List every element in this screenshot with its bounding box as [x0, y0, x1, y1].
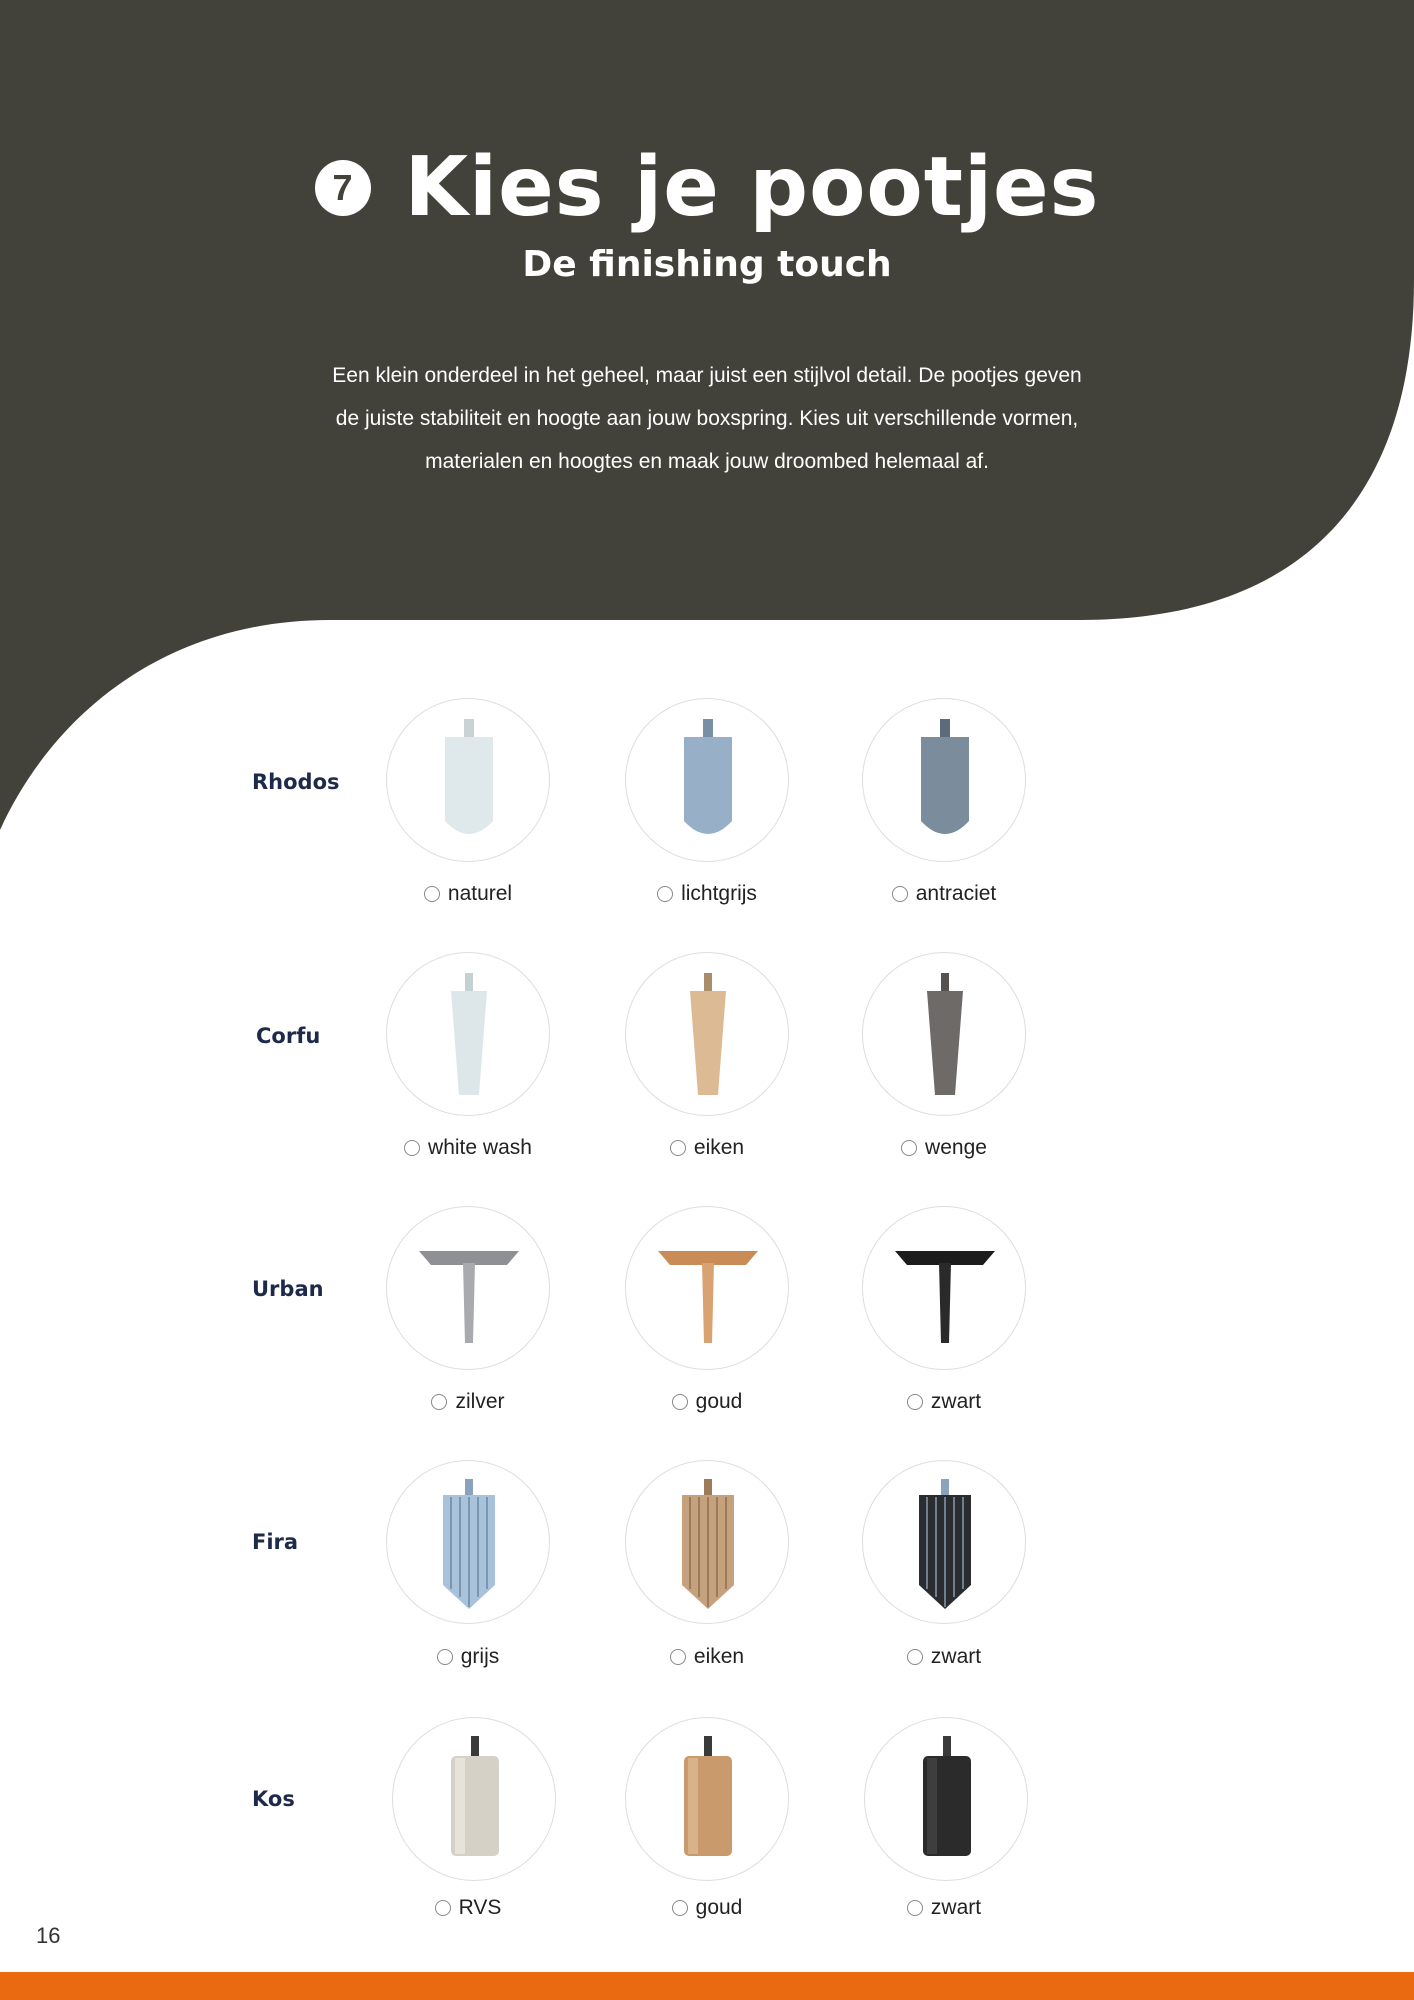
- rhodos-leg-antraciet-icon: [863, 699, 1026, 862]
- corfu-wenge-image[interactable]: [862, 952, 1026, 1116]
- option-label: RVS: [458, 1896, 502, 1919]
- page-title: Kies je pootjes: [404, 140, 1100, 235]
- row-label-corfu: Corfu: [256, 1024, 321, 1048]
- radio-button[interactable]: [431, 1394, 447, 1410]
- option-label: antraciet: [915, 882, 997, 905]
- radio-button[interactable]: [670, 1140, 686, 1156]
- rhodos-lichtgrijs-option[interactable]: [597, 882, 817, 906]
- row-label-kos: Kos: [252, 1787, 295, 1811]
- radio-button[interactable]: [404, 1140, 420, 1156]
- urban-zwart-option[interactable]: [834, 1390, 1054, 1414]
- row-label-fira: Fira: [252, 1530, 299, 1554]
- corfu-white-wash-image[interactable]: [386, 952, 550, 1116]
- rhodos-lichtgrijs-image[interactable]: [625, 698, 789, 862]
- fira-leg-zwart-icon: [863, 1461, 1026, 1624]
- corfu-leg-wenge-icon: [863, 953, 1026, 1116]
- step-number-badge: 7: [315, 160, 371, 216]
- fira-zwart-option[interactable]: [834, 1645, 1054, 1669]
- radio-button[interactable]: [657, 886, 673, 902]
- option-label: grijs: [460, 1645, 500, 1668]
- radio-button[interactable]: [892, 886, 908, 902]
- rhodos-naturel-option[interactable]: [358, 882, 578, 906]
- kos-rvs-option[interactable]: [358, 1896, 578, 1920]
- option-label: wenge: [925, 1136, 987, 1159]
- intro-line: materialen en hoogtes en maak jouw droombed helemaal af.: [425, 450, 989, 473]
- urban-goud-option[interactable]: [597, 1390, 817, 1414]
- urban-zilver-option[interactable]: [358, 1390, 578, 1414]
- radio-button[interactable]: [437, 1649, 453, 1665]
- corfu-eiken-option[interactable]: [597, 1136, 817, 1160]
- kos-goud-image[interactable]: [625, 1717, 789, 1881]
- kos-leg-rvs-icon: [393, 1718, 556, 1881]
- option-label: goud: [695, 1390, 743, 1413]
- kos-rvs-image[interactable]: [392, 1717, 556, 1881]
- corfu-white-wash-option[interactable]: [358, 1136, 578, 1160]
- kos-leg-goud-icon: [626, 1718, 789, 1881]
- urban-goud-image[interactable]: [625, 1206, 789, 1370]
- rhodos-leg-naturel-icon: [387, 699, 550, 862]
- fira-eiken-image[interactable]: [625, 1460, 789, 1624]
- fira-leg-grijs-icon: [387, 1461, 550, 1624]
- radio-button[interactable]: [670, 1649, 686, 1665]
- intro-text: [260, 354, 1154, 483]
- corfu-leg-white-wash-icon: [387, 953, 550, 1116]
- option-label: zilver: [455, 1390, 505, 1413]
- intro-line: Een klein onderdeel in het geheel, maar juist een stijlvol detail. De pootjes geven: [332, 364, 1082, 387]
- urban-zwart-image[interactable]: [862, 1206, 1026, 1370]
- radio-button[interactable]: [672, 1394, 688, 1410]
- fira-leg-eiken-icon: [626, 1461, 789, 1624]
- fira-grijs-option[interactable]: [358, 1645, 578, 1669]
- option-label: naturel: [447, 882, 513, 905]
- option-label: goud: [695, 1896, 743, 1919]
- footer-accent-bar: [0, 1972, 1414, 2000]
- option-label: lichtgrijs: [681, 882, 757, 905]
- page-number: 16: [36, 1923, 61, 1948]
- option-label: zwart: [930, 1645, 982, 1668]
- row-label-rhodos: Rhodos: [252, 770, 340, 794]
- fira-eiken-option[interactable]: [597, 1645, 817, 1669]
- page-subtitle: De finishing touch: [522, 244, 892, 285]
- radio-button[interactable]: [424, 886, 440, 902]
- radio-button[interactable]: [907, 1900, 923, 1916]
- radio-button[interactable]: [672, 1900, 688, 1916]
- option-label: zwart: [930, 1390, 982, 1413]
- fira-zwart-image[interactable]: [862, 1460, 1026, 1624]
- urban-leg-zilver-icon: [387, 1207, 550, 1370]
- kos-leg-zwart-icon: [865, 1718, 1028, 1881]
- option-label: eiken: [693, 1645, 745, 1668]
- kos-zwart-image[interactable]: [864, 1717, 1028, 1881]
- corfu-leg-eiken-icon: [626, 953, 789, 1116]
- kos-goud-option[interactable]: [597, 1896, 817, 1920]
- corfu-wenge-option[interactable]: [834, 1136, 1054, 1160]
- rhodos-naturel-image[interactable]: [386, 698, 550, 862]
- option-label: eiken: [693, 1136, 745, 1159]
- title-row: [0, 140, 1414, 236]
- fira-grijs-image[interactable]: [386, 1460, 550, 1624]
- rhodos-antraciet-option[interactable]: [834, 882, 1054, 906]
- radio-button[interactable]: [901, 1140, 917, 1156]
- option-label: zwart: [930, 1896, 982, 1919]
- radio-button[interactable]: [907, 1649, 923, 1665]
- urban-leg-goud-icon: [626, 1207, 789, 1370]
- urban-zilver-image[interactable]: [386, 1206, 550, 1370]
- rhodos-antraciet-image[interactable]: [862, 698, 1026, 862]
- corfu-eiken-image[interactable]: [625, 952, 789, 1116]
- urban-leg-zwart-icon: [863, 1207, 1026, 1370]
- kos-zwart-option[interactable]: [834, 1896, 1054, 1920]
- intro-line: de juiste stabiliteit en hoogte aan jouw boxspring. Kies uit verschillende vormen,: [335, 407, 1079, 430]
- row-label-urban: Urban: [252, 1277, 324, 1301]
- radio-button[interactable]: [435, 1900, 451, 1916]
- rhodos-leg-lichtgrijs-icon: [626, 699, 789, 862]
- option-label: white wash: [428, 1136, 532, 1159]
- radio-button[interactable]: [907, 1394, 923, 1410]
